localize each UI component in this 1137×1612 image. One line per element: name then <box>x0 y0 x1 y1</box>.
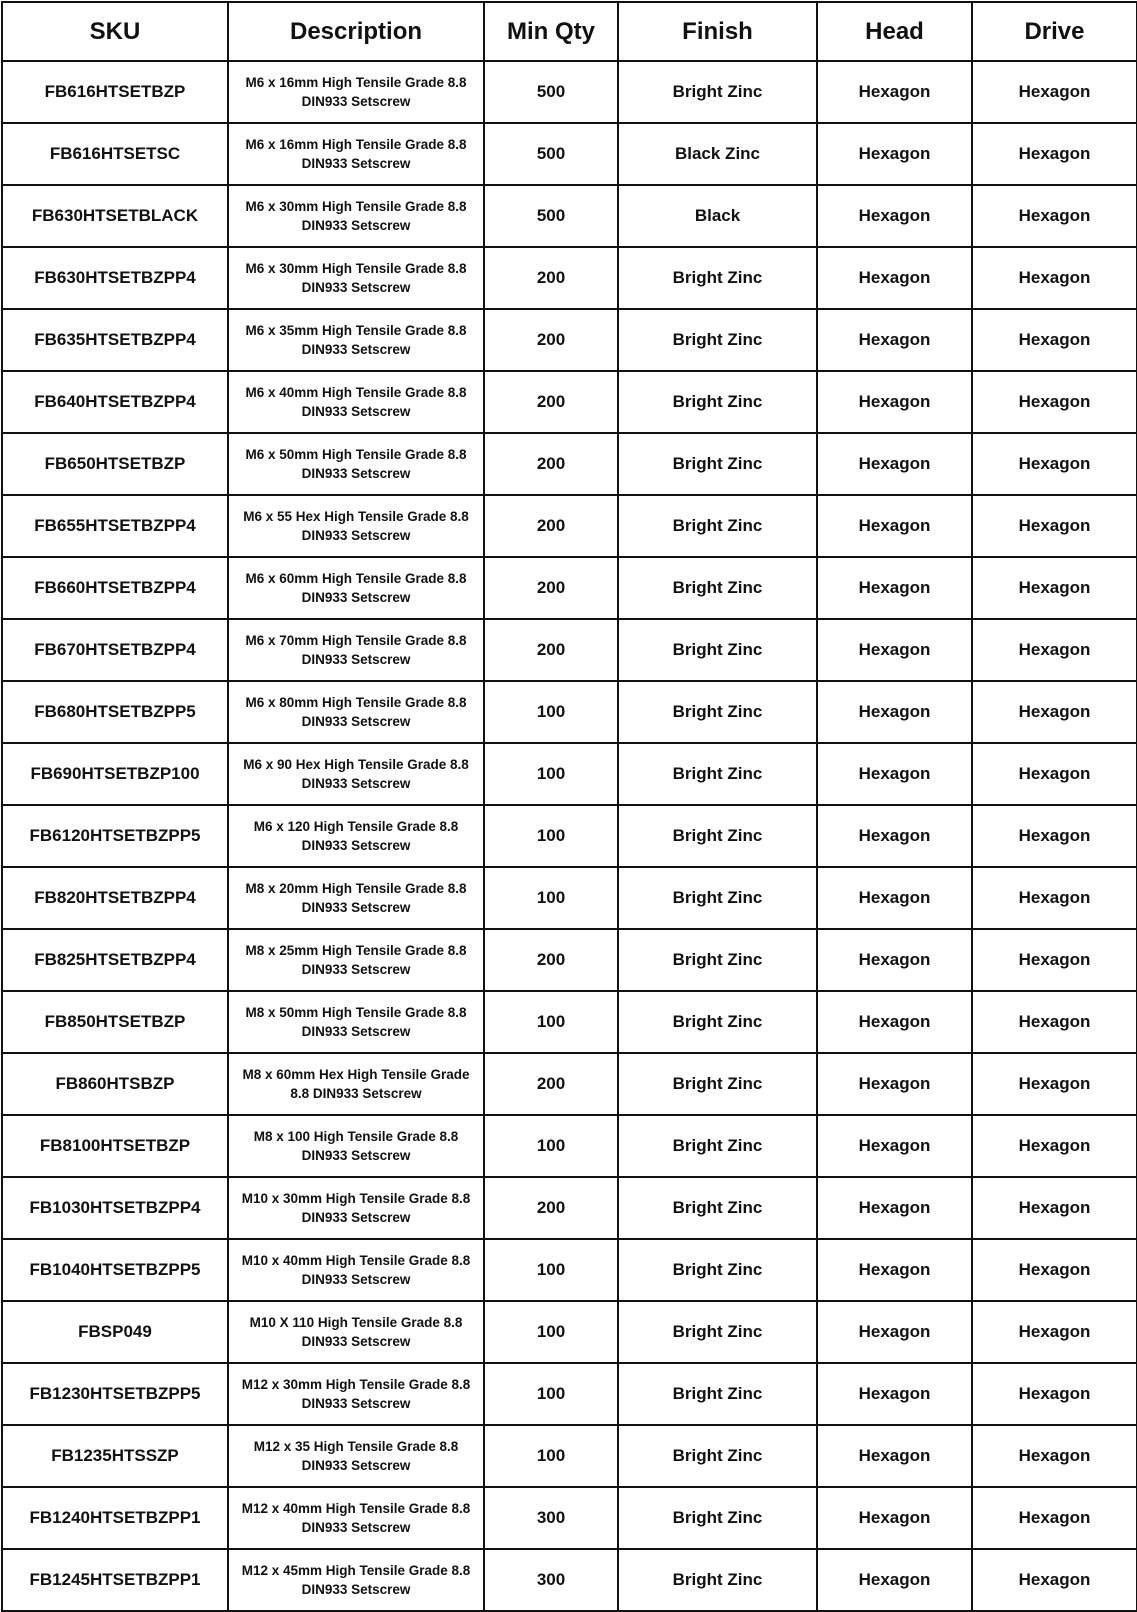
cell-finish: Bright Zinc <box>618 247 817 309</box>
cell-head: Hexagon <box>817 557 972 619</box>
cell-sku: FB680HTSETBZPP5 <box>2 681 228 743</box>
cell-sku: FB1030HTSETBZPP4 <box>2 1177 228 1239</box>
header-drive: Drive <box>972 2 1137 61</box>
table-row <box>2 61 1137 123</box>
cell-description: M12 x 40mm High Tensile Grade 8.8 DIN933 Setscrew <box>228 1487 484 1549</box>
table-row <box>2 309 1137 371</box>
product-spec-table <box>1 1 1137 1612</box>
table-row <box>2 1425 1137 1487</box>
cell-finish: Bright Zinc <box>618 1487 817 1549</box>
cell-min-qty: 300 <box>484 1549 618 1611</box>
cell-min-qty: 100 <box>484 805 618 867</box>
cell-finish: Bright Zinc <box>618 1053 817 1115</box>
cell-finish: Bright Zinc <box>618 1363 817 1425</box>
cell-sku: FB6120HTSETBZPP5 <box>2 805 228 867</box>
cell-finish: Bright Zinc <box>618 1115 817 1177</box>
cell-sku: FB640HTSETBZPP4 <box>2 371 228 433</box>
cell-sku: FB635HTSETBZPP4 <box>2 309 228 371</box>
cell-description: M8 x 50mm High Tensile Grade 8.8 DIN933 Setscrew <box>228 991 484 1053</box>
cell-drive: Hexagon <box>972 247 1137 309</box>
header-finish: Finish <box>618 2 817 61</box>
cell-finish: Bright Zinc <box>618 1549 817 1611</box>
cell-description: M6 x 60mm High Tensile Grade 8.8 DIN933 Setscrew <box>228 557 484 619</box>
cell-drive: Hexagon <box>972 1425 1137 1487</box>
cell-description: M12 x 45mm High Tensile Grade 8.8 DIN933 Setscrew <box>228 1549 484 1611</box>
cell-sku: FB860HTSBZP <box>2 1053 228 1115</box>
cell-description: M6 x 80mm High Tensile Grade 8.8 DIN933 Setscrew <box>228 681 484 743</box>
cell-head: Hexagon <box>817 433 972 495</box>
cell-sku: FB1230HTSETBZPP5 <box>2 1363 228 1425</box>
table-row <box>2 1549 1137 1611</box>
cell-min-qty: 200 <box>484 433 618 495</box>
cell-head: Hexagon <box>817 743 972 805</box>
table-row <box>2 867 1137 929</box>
table-row <box>2 371 1137 433</box>
cell-finish: Bright Zinc <box>618 867 817 929</box>
cell-head: Hexagon <box>817 991 972 1053</box>
cell-description: M8 x 25mm High Tensile Grade 8.8 DIN933 Setscrew <box>228 929 484 991</box>
cell-min-qty: 200 <box>484 929 618 991</box>
cell-finish: Bright Zinc <box>618 929 817 991</box>
cell-min-qty: 200 <box>484 1053 618 1115</box>
cell-head: Hexagon <box>817 1301 972 1363</box>
cell-finish: Bright Zinc <box>618 61 817 123</box>
cell-finish: Bright Zinc <box>618 371 817 433</box>
cell-head: Hexagon <box>817 1363 972 1425</box>
cell-drive: Hexagon <box>972 1363 1137 1425</box>
cell-min-qty: 100 <box>484 743 618 805</box>
cell-head: Hexagon <box>817 61 972 123</box>
cell-sku: FB825HTSETBZPP4 <box>2 929 228 991</box>
cell-drive: Hexagon <box>972 495 1137 557</box>
cell-head: Hexagon <box>817 1239 972 1301</box>
cell-sku: FB630HTSETBLACK <box>2 185 228 247</box>
cell-min-qty: 500 <box>484 185 618 247</box>
header-sku: SKU <box>2 2 228 61</box>
cell-description: M6 x 16mm High Tensile Grade 8.8 DIN933 Setscrew <box>228 123 484 185</box>
cell-min-qty: 500 <box>484 61 618 123</box>
cell-finish: Bright Zinc <box>618 805 817 867</box>
cell-drive: Hexagon <box>972 371 1137 433</box>
cell-drive: Hexagon <box>972 991 1137 1053</box>
cell-drive: Hexagon <box>972 309 1137 371</box>
cell-min-qty: 200 <box>484 371 618 433</box>
cell-head: Hexagon <box>817 681 972 743</box>
cell-min-qty: 200 <box>484 495 618 557</box>
cell-head: Hexagon <box>817 1425 972 1487</box>
cell-sku: FB670HTSETBZPP4 <box>2 619 228 681</box>
cell-drive: Hexagon <box>972 61 1137 123</box>
cell-head: Hexagon <box>817 185 972 247</box>
cell-drive: Hexagon <box>972 1115 1137 1177</box>
table-row <box>2 991 1137 1053</box>
cell-sku: FB1240HTSETBZPP1 <box>2 1487 228 1549</box>
cell-finish: Bright Zinc <box>618 681 817 743</box>
cell-description: M6 x 35mm High Tensile Grade 8.8 DIN933 Setscrew <box>228 309 484 371</box>
table-row <box>2 1301 1137 1363</box>
cell-sku: FB616HTSETSC <box>2 123 228 185</box>
cell-min-qty: 100 <box>484 1363 618 1425</box>
cell-finish: Bright Zinc <box>618 991 817 1053</box>
cell-finish: Bright Zinc <box>618 433 817 495</box>
cell-sku: FB8100HTSETBZP <box>2 1115 228 1177</box>
table-row <box>2 123 1137 185</box>
cell-description: M10 x 40mm High Tensile Grade 8.8 DIN933 Setscrew <box>228 1239 484 1301</box>
table-row <box>2 247 1137 309</box>
table-row <box>2 681 1137 743</box>
table-row <box>2 557 1137 619</box>
cell-min-qty: 200 <box>484 557 618 619</box>
cell-min-qty: 200 <box>484 247 618 309</box>
cell-description: M6 x 30mm High Tensile Grade 8.8 DIN933 Setscrew <box>228 185 484 247</box>
cell-description: M6 x 120 High Tensile Grade 8.8 DIN933 Setscrew <box>228 805 484 867</box>
cell-description: M6 x 55 Hex High Tensile Grade 8.8 DIN933 Setscrew <box>228 495 484 557</box>
cell-finish: Bright Zinc <box>618 1239 817 1301</box>
cell-description: M12 x 35 High Tensile Grade 8.8 DIN933 Setscrew <box>228 1425 484 1487</box>
cell-sku: FB655HTSETBZPP4 <box>2 495 228 557</box>
cell-drive: Hexagon <box>972 123 1137 185</box>
cell-min-qty: 100 <box>484 867 618 929</box>
cell-sku: FB820HTSETBZPP4 <box>2 867 228 929</box>
cell-description: M8 x 60mm Hex High Tensile Grade 8.8 DIN933 Setscrew <box>228 1053 484 1115</box>
cell-drive: Hexagon <box>972 185 1137 247</box>
table-row <box>2 619 1137 681</box>
cell-min-qty: 100 <box>484 1115 618 1177</box>
cell-drive: Hexagon <box>972 805 1137 867</box>
cell-description: M12 x 30mm High Tensile Grade 8.8 DIN933 Setscrew <box>228 1363 484 1425</box>
cell-sku: FB1040HTSETBZPP5 <box>2 1239 228 1301</box>
cell-head: Hexagon <box>817 371 972 433</box>
cell-head: Hexagon <box>817 619 972 681</box>
table-row <box>2 1053 1137 1115</box>
table-header-row <box>2 2 1137 61</box>
cell-description: M6 x 50mm High Tensile Grade 8.8 DIN933 Setscrew <box>228 433 484 495</box>
cell-drive: Hexagon <box>972 433 1137 495</box>
header-head: Head <box>817 2 972 61</box>
cell-drive: Hexagon <box>972 1053 1137 1115</box>
header-min-qty: Min Qty <box>484 2 618 61</box>
cell-head: Hexagon <box>817 123 972 185</box>
cell-description: M6 x 30mm High Tensile Grade 8.8 DIN933 Setscrew <box>228 247 484 309</box>
cell-drive: Hexagon <box>972 1177 1137 1239</box>
cell-drive: Hexagon <box>972 743 1137 805</box>
cell-finish: Black <box>618 185 817 247</box>
cell-head: Hexagon <box>817 495 972 557</box>
cell-sku: FB1235HTSSZP <box>2 1425 228 1487</box>
cell-description: M6 x 70mm High Tensile Grade 8.8 DIN933 Setscrew <box>228 619 484 681</box>
cell-sku: FB630HTSETBZPP4 <box>2 247 228 309</box>
cell-drive: Hexagon <box>972 1549 1137 1611</box>
cell-description: M6 x 16mm High Tensile Grade 8.8 DIN933 Setscrew <box>228 61 484 123</box>
cell-sku: FB660HTSETBZPP4 <box>2 557 228 619</box>
header-description: Description <box>228 2 484 61</box>
cell-min-qty: 200 <box>484 1177 618 1239</box>
cell-description: M10 x 30mm High Tensile Grade 8.8 DIN933 Setscrew <box>228 1177 484 1239</box>
cell-head: Hexagon <box>817 867 972 929</box>
cell-description: M10 X 110 High Tensile Grade 8.8 DIN933 Setscrew <box>228 1301 484 1363</box>
cell-description: M6 x 90 Hex High Tensile Grade 8.8 DIN933 Setscrew <box>228 743 484 805</box>
cell-finish: Bright Zinc <box>618 743 817 805</box>
cell-description: M6 x 40mm High Tensile Grade 8.8 DIN933 Setscrew <box>228 371 484 433</box>
table-row <box>2 743 1137 805</box>
cell-head: Hexagon <box>817 929 972 991</box>
cell-drive: Hexagon <box>972 1239 1137 1301</box>
cell-head: Hexagon <box>817 1053 972 1115</box>
cell-sku: FB616HTSETBZP <box>2 61 228 123</box>
table-row <box>2 1487 1137 1549</box>
cell-description: M8 x 100 High Tensile Grade 8.8 DIN933 Setscrew <box>228 1115 484 1177</box>
cell-drive: Hexagon <box>972 867 1137 929</box>
cell-min-qty: 100 <box>484 1301 618 1363</box>
cell-head: Hexagon <box>817 805 972 867</box>
cell-sku: FBSP049 <box>2 1301 228 1363</box>
cell-description: M8 x 20mm High Tensile Grade 8.8 DIN933 Setscrew <box>228 867 484 929</box>
table-row <box>2 1239 1137 1301</box>
cell-finish: Black Zinc <box>618 123 817 185</box>
cell-sku: FB650HTSETBZP <box>2 433 228 495</box>
cell-head: Hexagon <box>817 1115 972 1177</box>
table-row <box>2 495 1137 557</box>
cell-finish: Bright Zinc <box>618 495 817 557</box>
cell-min-qty: 100 <box>484 1425 618 1487</box>
cell-min-qty: 200 <box>484 309 618 371</box>
cell-head: Hexagon <box>817 247 972 309</box>
table-row <box>2 1363 1137 1425</box>
cell-drive: Hexagon <box>972 557 1137 619</box>
cell-drive: Hexagon <box>972 1301 1137 1363</box>
cell-finish: Bright Zinc <box>618 1301 817 1363</box>
cell-head: Hexagon <box>817 1487 972 1549</box>
cell-finish: Bright Zinc <box>618 557 817 619</box>
cell-sku: FB850HTSETBZP <box>2 991 228 1053</box>
table-row <box>2 185 1137 247</box>
table-row <box>2 1115 1137 1177</box>
cell-min-qty: 300 <box>484 1487 618 1549</box>
cell-min-qty: 100 <box>484 1239 618 1301</box>
table-row <box>2 433 1137 495</box>
cell-finish: Bright Zinc <box>618 1177 817 1239</box>
table-row <box>2 929 1137 991</box>
cell-sku: FB1245HTSETBZPP1 <box>2 1549 228 1611</box>
table-row <box>2 1177 1137 1239</box>
cell-finish: Bright Zinc <box>618 1425 817 1487</box>
cell-finish: Bright Zinc <box>618 619 817 681</box>
table-body <box>2 61 1137 1611</box>
cell-head: Hexagon <box>817 309 972 371</box>
cell-min-qty: 100 <box>484 991 618 1053</box>
cell-drive: Hexagon <box>972 929 1137 991</box>
cell-min-qty: 100 <box>484 681 618 743</box>
cell-min-qty: 200 <box>484 619 618 681</box>
cell-finish: Bright Zinc <box>618 309 817 371</box>
cell-head: Hexagon <box>817 1549 972 1611</box>
cell-drive: Hexagon <box>972 1487 1137 1549</box>
cell-drive: Hexagon <box>972 619 1137 681</box>
cell-sku: FB690HTSETBZP100 <box>2 743 228 805</box>
cell-min-qty: 500 <box>484 123 618 185</box>
cell-head: Hexagon <box>817 1177 972 1239</box>
cell-drive: Hexagon <box>972 681 1137 743</box>
table-row <box>2 805 1137 867</box>
